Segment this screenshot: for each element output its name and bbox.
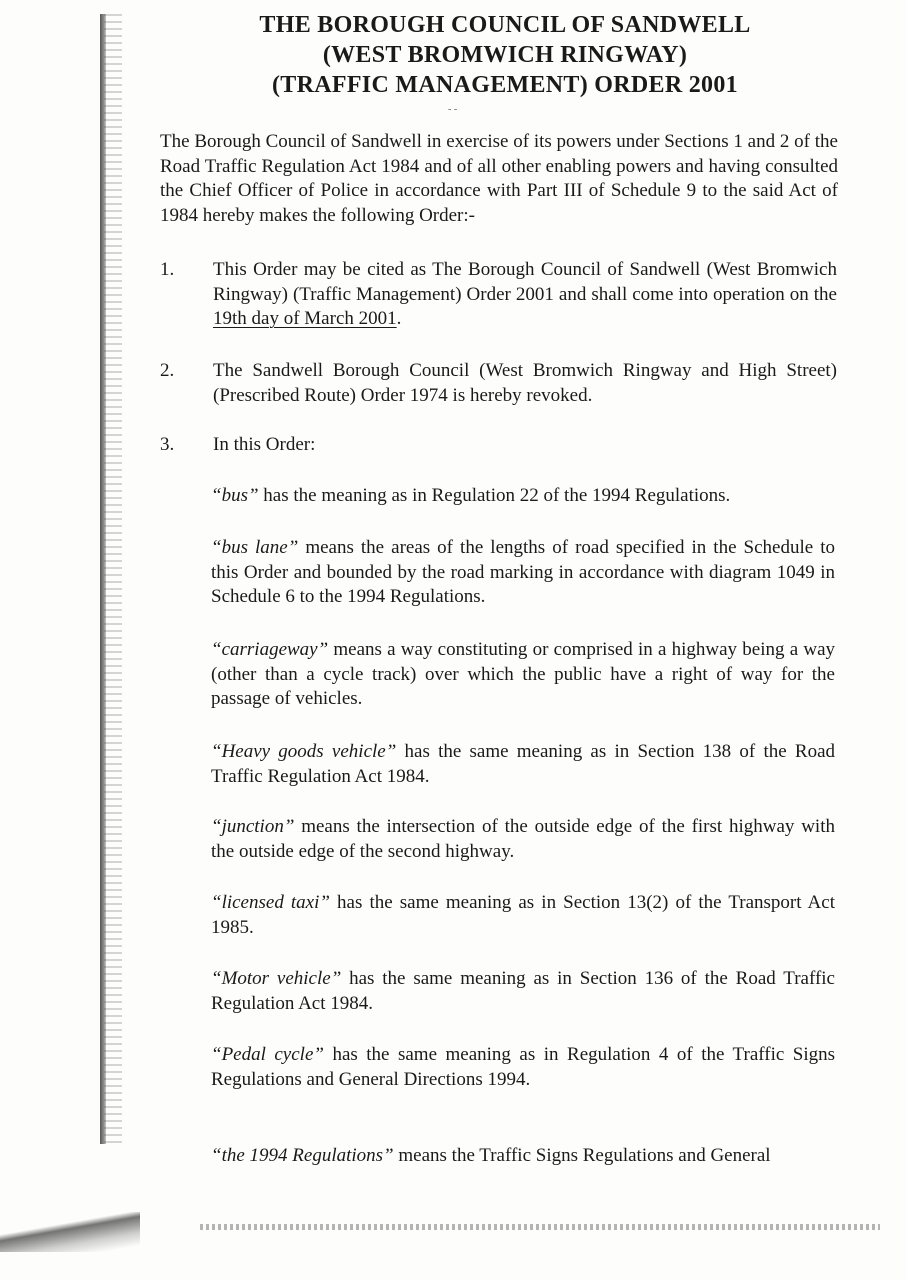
definition-text: has the same meaning as in Regulation 4 of the Traffic Signs Regulations and General Directions 1994. [211, 1044, 836, 1090]
definition-heavy-goods-vehicle [211, 740, 835, 789]
definition-carriageway [211, 638, 835, 712]
definition-text: means the intersection of the outside edge of the first highway with the outside edge of the second highway. [211, 816, 835, 862]
item-3-number: 3. [160, 434, 175, 455]
definition-term: “bus” [211, 485, 259, 506]
definition-motor-vehicle [211, 967, 835, 1016]
item-1-number: 1. [160, 259, 175, 280]
item-1-text-start: This Order may be cited as The Borough Council of Sandwell (West Bromwich Ringway) (Traffic Management) Order 2001 and shall come into operation on the [213, 259, 837, 305]
item-1-text-end: . [396, 308, 402, 329]
document-title [160, 10, 850, 100]
definition-term: “licensed taxi” [211, 892, 330, 913]
definition-text: has the same meaning as in Section 13(2) of the Transport Act 1985. [211, 892, 835, 938]
definition-text: means the areas of the lengths of road specified in the Schedule to this Order and bounded by the road marking in accordance with diagram 1049 in Schedule 6 to the 1994 Regulations. [211, 537, 835, 607]
definition-term: “junction” [211, 816, 295, 837]
scan-corner-shadow [0, 1212, 140, 1252]
title-line-1: THE BOROUGH COUNCIL OF SANDWELL [259, 12, 751, 38]
definition-licensed-taxi [211, 891, 835, 940]
item-2-text: The Sandwell Borough Council (West Bromwich Ringway and High Street) (Prescribed Route) Order 1974 is hereby revoked. [213, 360, 837, 406]
title-line-2: (WEST BROMWICH RINGWAY) [322, 42, 688, 68]
scan-edge-speckle [104, 14, 122, 1144]
definition-term: “bus lane” [211, 537, 299, 558]
item-3-text: In this Order: [213, 434, 316, 455]
definition-term: “Heavy goods vehicle” [211, 741, 397, 762]
definition-term: “carriageway” [211, 639, 329, 660]
title-line-3: (TRAFFIC MANAGEMENT) ORDER 2001 [272, 72, 738, 98]
commencement-date: 19th day of March 2001 [213, 308, 397, 329]
definition-pedal-cycle [211, 1043, 835, 1092]
definition-term: “the 1994 Regulations” [211, 1145, 394, 1166]
definition-text: has the same meaning as in Section 138 of the Road Traffic Regulation Act 1984. [211, 741, 835, 787]
definition-bus-lane [211, 536, 835, 610]
title-separator: - - [448, 104, 458, 115]
definition-term: “Pedal cycle” [211, 1044, 324, 1065]
intro-paragraph: The Borough Council of Sandwell in exercise of its powers under Sections 1 and 2 of the Road Traffic Regulation Act 1984 and of all other enabling powers and having consulted the Chief Officer of Police in accordance with Part III of Schedule 9 to the said Act of 1984 hereby makes the following Order:- [160, 131, 838, 226]
definition-1994-regulations [211, 1144, 835, 1169]
definition-bus [211, 484, 835, 509]
definition-text: has the meaning as in Regulation 22 of the 1994 Regulations. [258, 485, 731, 506]
definition-term: “Motor vehicle” [211, 968, 342, 989]
definition-text: means the Traffic Signs Regulations and General [393, 1145, 771, 1166]
scan-bottom-artifact [200, 1224, 880, 1230]
definition-text: has the same meaning as in Section 136 of the Road Traffic Regulation Act 1984. [211, 968, 835, 1014]
item-2-number: 2. [160, 360, 175, 381]
definition-text: means a way constituting or comprised in a highway being a way (other than a cycle track) over which the public have a right of way for the passage of vehicles. [211, 639, 835, 709]
item-1-text [213, 258, 837, 332]
definition-junction [211, 815, 835, 864]
